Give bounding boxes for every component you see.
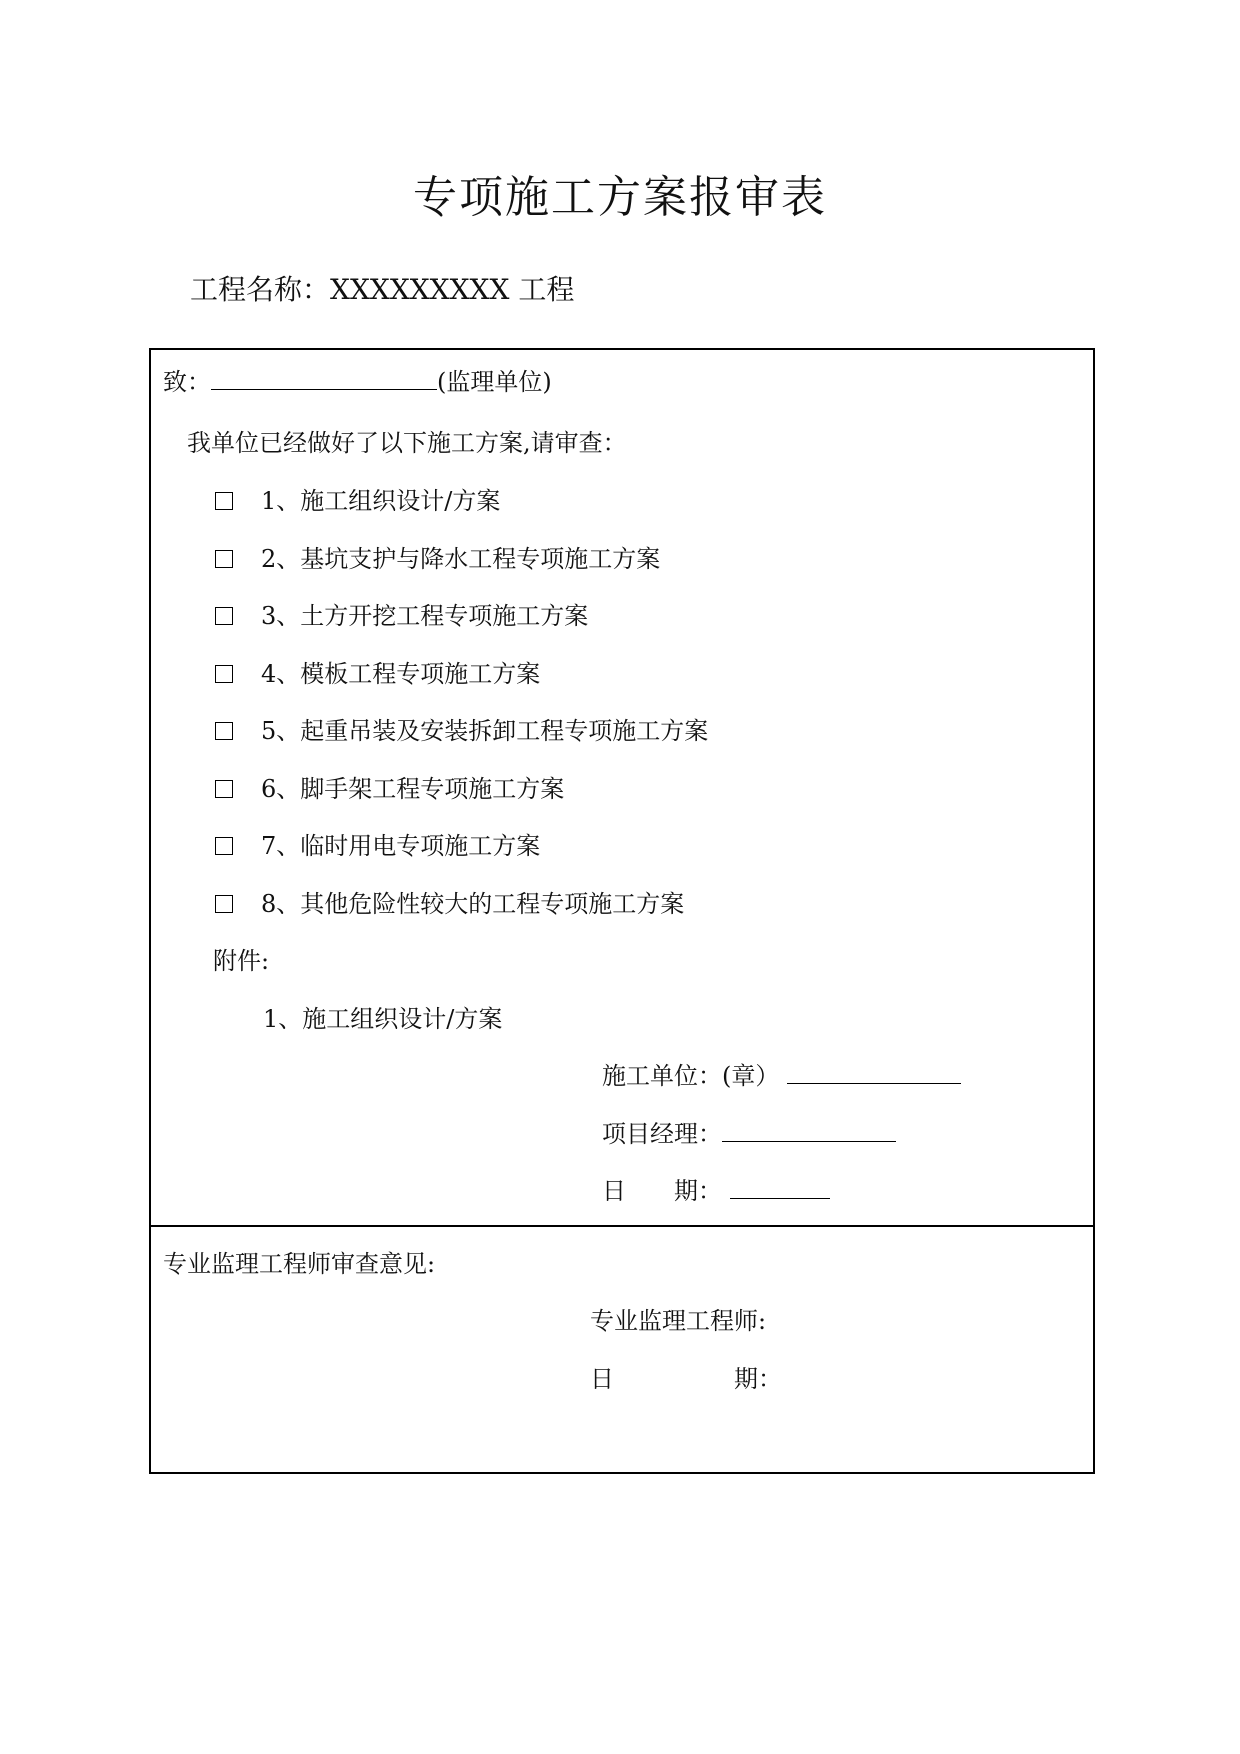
plan-item-label: 3、土方开挖工程专项施工方案: [261, 602, 589, 630]
plan-item-label: 6、脚手架工程专项施工方案: [261, 775, 565, 803]
plan-item-label: 7、临时用电专项施工方案: [261, 832, 541, 860]
review-heading: 专业监理工程师审查意见:: [163, 1250, 436, 1278]
plan-item[interactable]: [215, 887, 684, 921]
contractor-date-line: [602, 1174, 830, 1208]
plan-item[interactable]: [215, 772, 564, 806]
project-name-line: [190, 270, 574, 310]
attachments-label: 附件:: [213, 947, 270, 975]
form-title: 专项施工方案报审表: [413, 172, 827, 223]
project-name-value: XXXXXXXXX 工程: [330, 273, 575, 306]
plan-item-label: 5、起重吊装及安装拆卸工程专项施工方案: [261, 717, 709, 745]
addressee-suffix: (监理单位): [437, 368, 552, 396]
contractor-unit-label: 施工单位：(章）: [602, 1062, 780, 1090]
intro-text: 我单位已经做好了以下施工方案,请审查：: [187, 429, 627, 457]
contractor-unit-line: [602, 1059, 961, 1093]
plan-item[interactable]: [215, 829, 540, 863]
project-name-label: 工程名称：: [190, 273, 331, 306]
checkbox[interactable]: [215, 492, 233, 510]
plan-item[interactable]: [215, 542, 660, 576]
checkbox[interactable]: [215, 550, 233, 568]
checkbox[interactable]: [215, 780, 233, 798]
project-manager-label: 项目经理：: [602, 1120, 722, 1148]
submission-form-table: [149, 348, 1095, 1474]
project-manager-blank[interactable]: [722, 1119, 896, 1142]
plan-item[interactable]: [215, 657, 540, 691]
addressee-line: [163, 365, 552, 399]
plan-item-label: 4、模板工程专项施工方案: [261, 660, 541, 688]
project-manager-line: [602, 1117, 896, 1151]
plan-item[interactable]: [215, 599, 588, 633]
checkbox[interactable]: [215, 607, 233, 625]
plan-item-label: 8、其他危险性较大的工程专项施工方案: [261, 890, 685, 918]
checkbox[interactable]: [215, 722, 233, 740]
attachment-item: 1、施工组织设计/方案: [263, 1005, 503, 1033]
section-divider: [151, 1225, 1093, 1227]
contractor-date-blank[interactable]: [730, 1176, 830, 1199]
plan-item-label: 1、施工组织设计/方案: [261, 487, 501, 515]
supervising-engineer-label: 专业监理工程师:: [590, 1307, 767, 1335]
plan-item[interactable]: [215, 714, 708, 748]
review-date-label: 日 期：: [590, 1365, 782, 1393]
contractor-seal-blank[interactable]: [787, 1061, 961, 1084]
plan-item-label: 2、基坑支护与降水工程专项施工方案: [261, 545, 661, 573]
supervision-unit-blank[interactable]: [211, 367, 437, 390]
addressee-prefix: 致：: [163, 368, 211, 396]
checkbox[interactable]: [215, 837, 233, 855]
checkbox[interactable]: [215, 665, 233, 683]
plan-item[interactable]: [215, 484, 500, 518]
contractor-date-label: 日 期：: [602, 1177, 722, 1205]
checkbox[interactable]: [215, 895, 233, 913]
